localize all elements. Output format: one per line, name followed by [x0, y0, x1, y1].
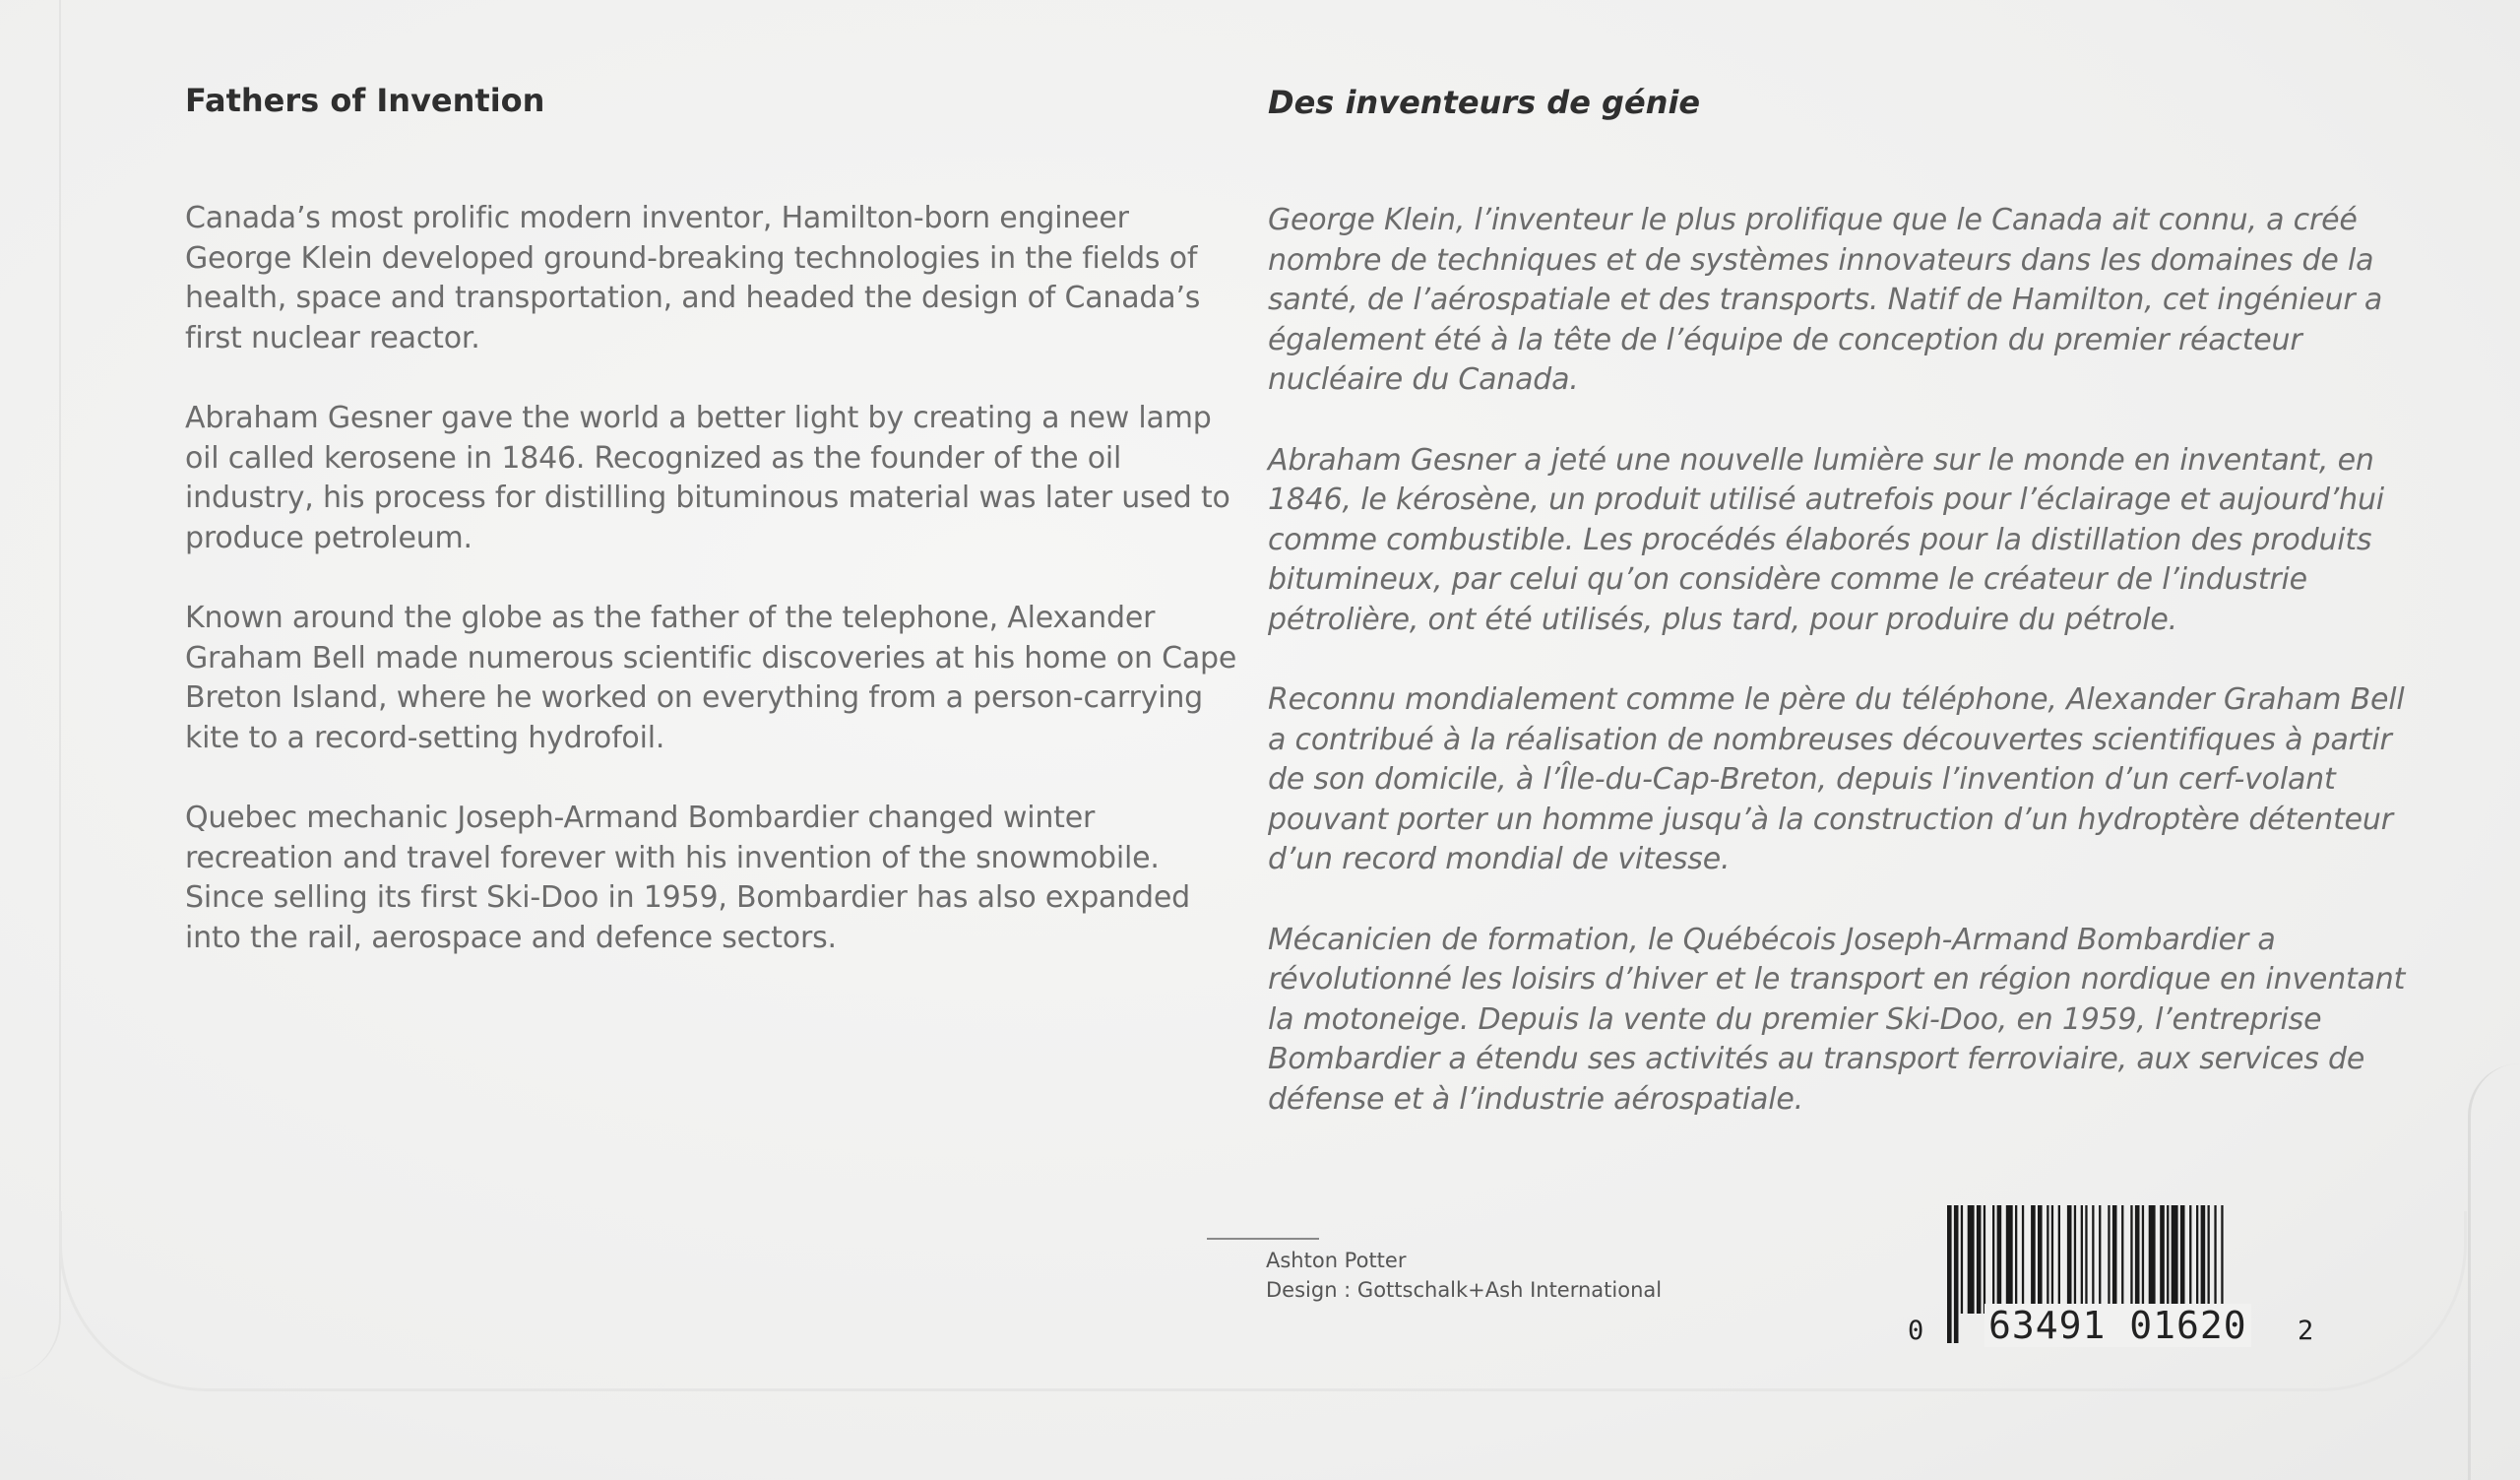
credit-divider	[1207, 1238, 1319, 1240]
envelope-flap-left-edge	[0, 0, 61, 1379]
barcode-bar	[1997, 1205, 2002, 1314]
barcode-bar	[2189, 1205, 2191, 1314]
french-paragraph-bell: Reconnu mondialement comme le père du téléphone, Alexander Graham Bell a contribué à la réalisation de nombreuses découvertes scientifiques à partir de son domicile, à l’Île-du-Cap-Breton, depuis l’invention d’un cerf-volant pouvant porter un homme jusqu’à la construction d’un hydroptère détenteur d’un record mondial de vitesse.	[1268, 682, 2405, 876]
barcode-bar	[2196, 1205, 2198, 1314]
barcode-bar	[2180, 1205, 2185, 1314]
english-paragraph-klein: Canada’s most prolific modern inventor, Hamilton-born engineer George Klein developed ground-breaking technologies in the fields of health, space and transportation, and headed the design of Canada’s first nuclear reactor.	[185, 201, 1201, 355]
barcode-bar	[2067, 1205, 2072, 1314]
barcode-bar	[2208, 1205, 2210, 1314]
barcode-right-digit: 2	[2298, 1316, 2314, 1346]
barcode-bar	[1954, 1205, 1959, 1343]
barcode-bar	[2031, 1205, 2036, 1314]
french-paragraph-klein: George Klein, l’inventeur le plus prolifique que le Canada ait connu, a créé nombre de techniques et de systèmes innovateurs dans les domaines de la santé, de l’aérospatiale et des transports. Natif de Hamilton, cet ingénieur a également été à la tête de l’équipe de conception du premier réacteur nucléaire du Canada.	[1268, 203, 2383, 397]
barcode-left-digit: 0	[1908, 1316, 1924, 1346]
barcode-bar	[2038, 1205, 2043, 1314]
barcode	[1908, 1205, 2321, 1349]
french-paragraph-gesner: Abraham Gesner a jeté une nouvelle lumière sur le monde en inventant, en 1846, le kérosène, un produit utilisé autrefois pour l’éclairage et aujourd’hui comme combustible. Les procédés élaborés pour la distillation des produits bitumineux, par celui qu’on considère comme le créateur de l’industrie pétrolière, ont été utilisés, plus tard, pour produire du pétrole.	[1268, 442, 2384, 637]
design-credit: Design : Gottschalk+Ash International	[1266, 1278, 1663, 1302]
french-column	[1268, 77, 2410, 1160]
printer-credit: Ashton Potter	[1266, 1249, 1407, 1272]
english-paragraph-gesner: Abraham Gesner gave the world a better light by creating a new lamp oil called kerosene in 1846. Recognized as the founder of the oil industry, his process for distilling bituminous material was later used to produce petroleum.	[185, 401, 1230, 555]
barcode-bar	[2022, 1205, 2024, 1314]
barcode-bar	[2172, 1205, 2178, 1314]
barcode-bar	[1947, 1205, 1952, 1343]
barcode-bar	[2081, 1205, 2083, 1314]
credits-block	[1266, 1246, 1662, 1305]
barcode-bar	[1968, 1205, 1975, 1314]
barcode-bar	[2135, 1205, 2140, 1314]
barcode-bar	[2047, 1205, 2048, 1314]
barcode-bar	[2149, 1205, 2156, 1314]
barcode-bar	[2092, 1205, 2094, 1314]
barcode-bar	[2112, 1205, 2117, 1314]
barcode-bar	[2085, 1205, 2087, 1314]
barcode-bar	[2108, 1205, 2110, 1314]
barcode-bar	[1977, 1205, 1982, 1314]
barcode-bar	[2201, 1205, 2206, 1314]
english-heading: Fathers of Invention	[185, 82, 545, 119]
barcode-bar	[2015, 1205, 2017, 1314]
french-paragraph-bombardier: Mécanicien de formation, le Québécois Joseph-Armand Bombardier a révolutionné les loisirs d’hiver et le transport en région nordique en inventant la motoneige. Depuis la vente du premier Ski-Doo, en 1959, l’entreprise Bombardier a étendu ses activités au transport ferroviaire, aux services de défense et à l’industrie aérospatiale.	[1268, 922, 2406, 1117]
english-paragraph-bombardier: Quebec mechanic Joseph-Armand Bombardier changed winter recreation and travel forever with his invention of the snowmobile. Since selling its first Ski-Doo in 1959, Bombardier has also expanded into the rail, aerospace and defence sectors.	[185, 801, 1190, 955]
barcode-bar	[2167, 1205, 2169, 1314]
barcode-bar	[2006, 1205, 2013, 1314]
barcode-bar	[2142, 1205, 2144, 1314]
envelope-flap-right-edge	[2468, 1063, 2520, 1480]
barcode-bar	[2099, 1205, 2101, 1314]
barcode-bar	[2121, 1205, 2123, 1314]
barcode-bar	[1992, 1205, 1994, 1314]
barcode-bar	[1961, 1205, 1963, 1314]
barcode-bar	[2160, 1205, 2165, 1314]
french-heading: Des inventeurs de génie	[1268, 84, 1701, 121]
barcode-middle-digits: 63491 01620	[1984, 1304, 2251, 1347]
english-column	[185, 77, 1238, 998]
barcode-bar	[1984, 1205, 1985, 1314]
barcode-bar	[2074, 1205, 2076, 1314]
barcode-bar	[2130, 1205, 2132, 1314]
english-paragraph-bell: Known around the globe as the father of the telephone, Alexander Graham Bell made numerous scientific discoveries at his home on Cape Breton Island, where he worked on everything from a person-carrying kite to a record-setting hydrofoil.	[185, 601, 1237, 755]
